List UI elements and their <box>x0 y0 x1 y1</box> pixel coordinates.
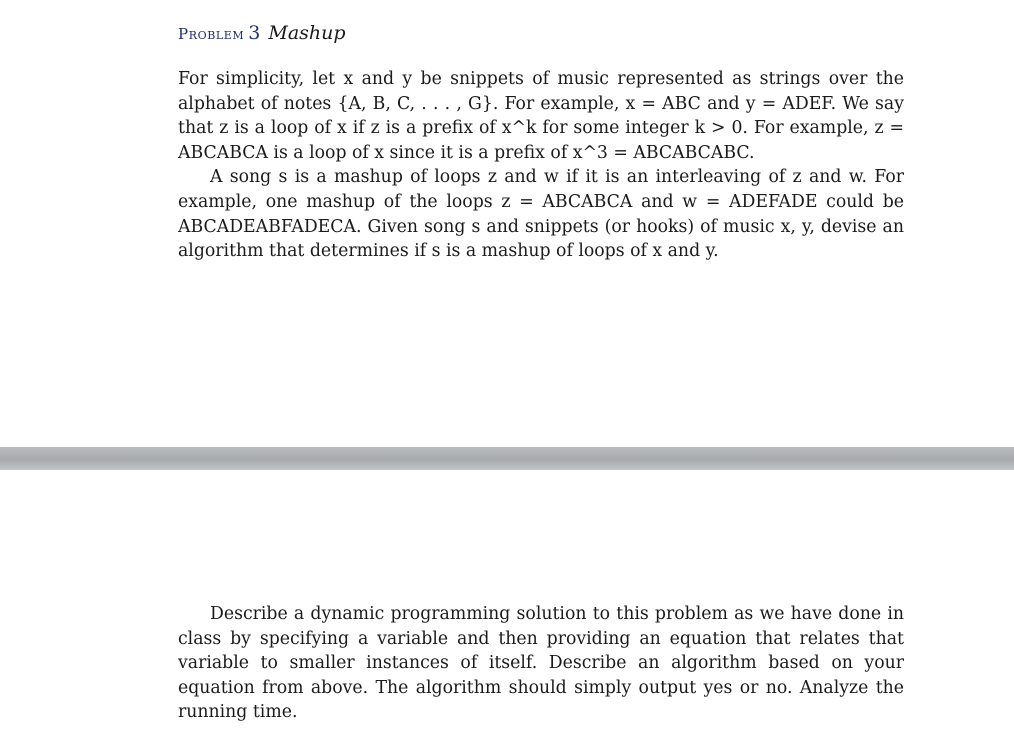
problem-title: Mashup <box>268 22 346 44</box>
problem-number: 3 <box>248 22 261 44</box>
problem-label: Problem <box>178 25 245 43</box>
problem-heading <box>178 22 346 44</box>
page-separator <box>0 447 1014 470</box>
paragraph-1: For simplicity, let x and y be snippets of music represented as strings over the alphabet of notes {A, B, C, . . . , G}. For example, x = ABC and y = ADEF. We say that z is a loop of x if z is a prefix of x^k for some integer k > 0. For example, z = ABCABCA is a loop of x since it is a prefix of x^3 = ABCABCABC. <box>178 69 904 163</box>
problem-statement <box>178 67 904 264</box>
paragraph-3: Describe a dynamic programming solution to this problem as we have done in class by specifying a variable and then providing an equation that relates that variable to smaller instances of itself. Describe an algorithm based on your equation from above. The algorithm should simply output yes or no. Analyze the running time. <box>178 604 904 723</box>
paragraph-2: A song s is a mashup of loops z and w if it is an interleaving of z and w. For example, one mashup of the loops z = ABCABCA and w = ADEFADE could be ABCADEABFADECA. Given song s and snippets (or hooks) of music x, y, devise an algorithm that determines if s is a mashup of loops of x and y. <box>178 167 904 262</box>
